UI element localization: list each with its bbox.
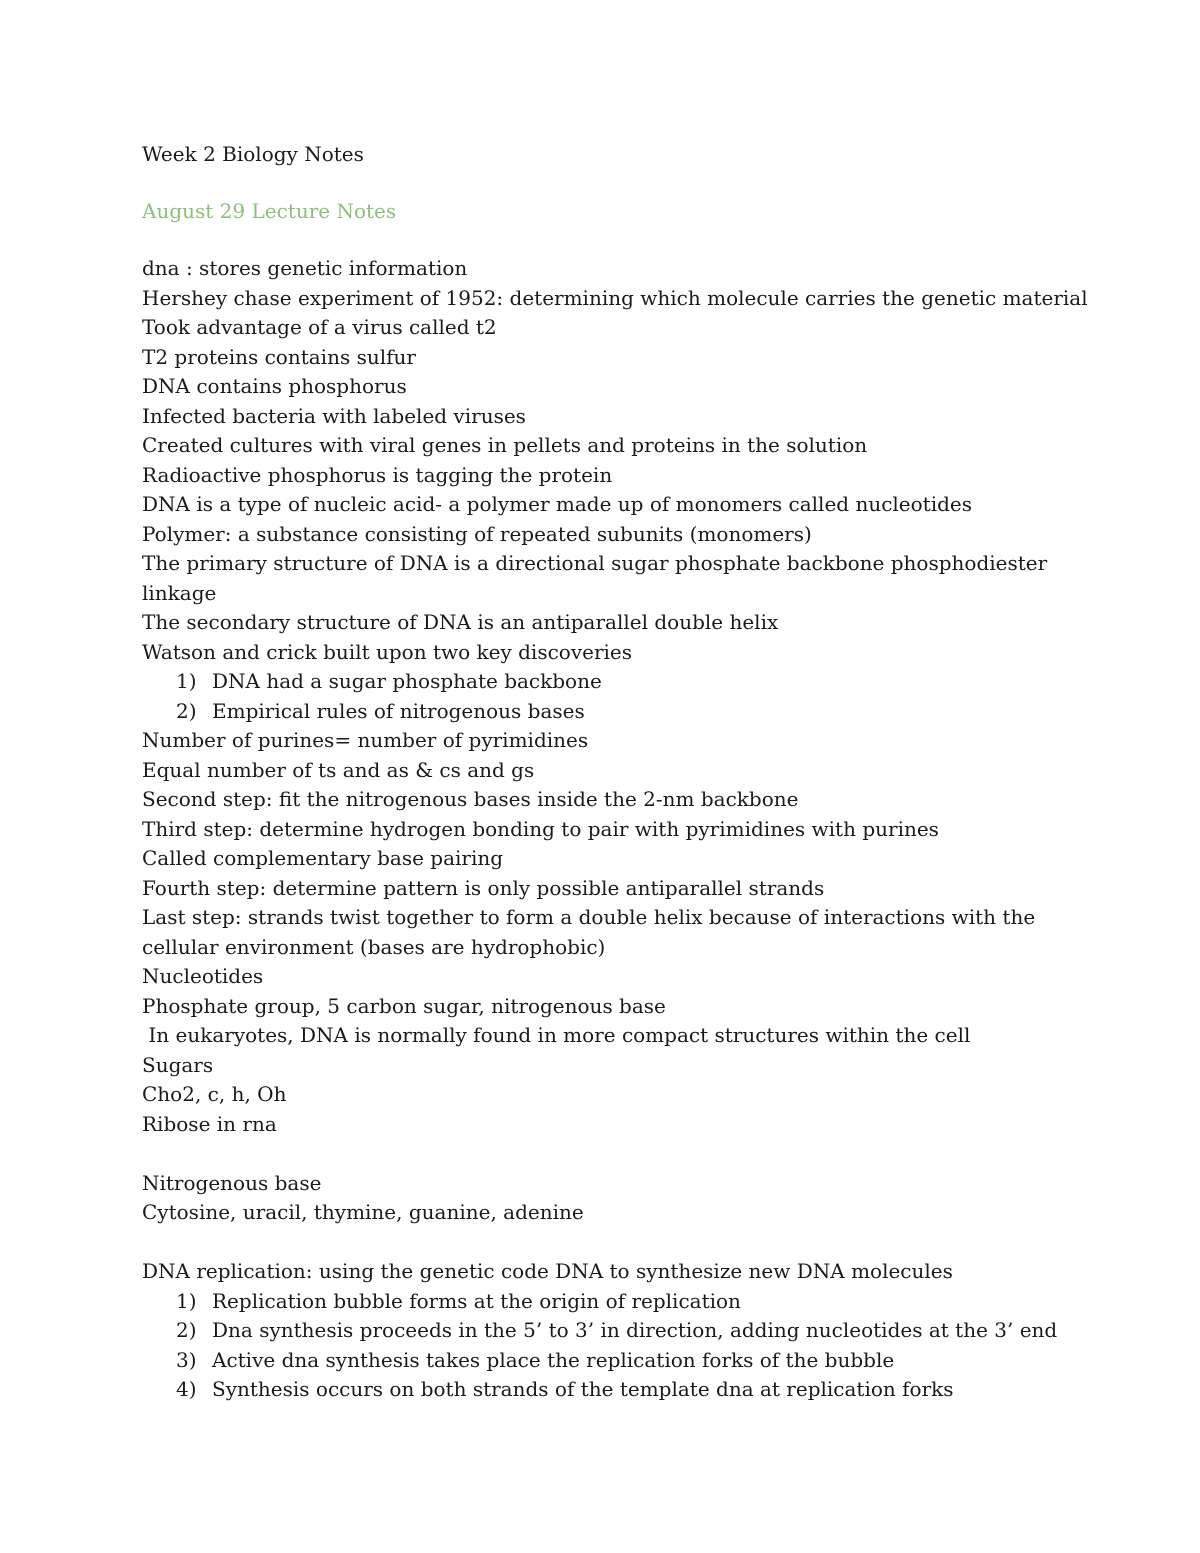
list-item-text: Empirical rules of nitrogenous bases (212, 698, 585, 723)
note-line: Nucleotides (142, 964, 264, 988)
list-number: 2) (176, 698, 197, 723)
note-line: Number of purines= number of pyrimidines (142, 728, 589, 752)
list-number: 4) (176, 1377, 197, 1401)
note-line: DNA contains phosphorus (142, 374, 407, 398)
note-line: DNA is a type of nucleic acid- a polymer made up of monomers called nucleotides (142, 492, 973, 516)
note-line: The primary structure of DNA is a directional sugar phosphate backbone phosphodiester (142, 551, 1048, 575)
note-line: Cho2, c, h, Oh (142, 1082, 287, 1106)
note-line: Equal number of ts and as & cs and gs (142, 757, 535, 782)
document-title: Week 2 Biology Notes (142, 142, 364, 166)
note-line: Nitrogenous base (142, 1170, 322, 1195)
notes-block-4 (142, 1257, 1102, 1287)
note-line: Third step: determine hydrogen bonding to pair with pyrimidines with purines (142, 816, 939, 841)
note-line: Hershey chase experiment of 1952: determining which molecule carries the genetic material (142, 285, 1088, 310)
note-line: Took advantage of a virus called t2 (142, 315, 497, 339)
note-line: Ribose in rna (142, 1111, 277, 1136)
note-line: linkage (142, 580, 217, 605)
list-number: 1) (176, 669, 197, 693)
document-body (142, 139, 1102, 1405)
list-item (142, 667, 1102, 697)
note-line: In eukaryotes, DNA is normally found in more compact structures within the cell (142, 1023, 971, 1047)
numbered-list-2 (142, 1287, 1102, 1405)
notes-block-3 (142, 1169, 1102, 1258)
list-item-text: Dna synthesis proceeds in the 5’ to 3’ in direction, adding nucleotides at the 3’ end (212, 1318, 1058, 1342)
list-number: 2) (176, 1318, 197, 1342)
list-number: 3) (176, 1347, 197, 1372)
list-item (142, 1316, 1102, 1346)
numbered-list-1 (142, 667, 1102, 726)
list-item-text: Active dna synthesis takes place the replication forks of the bubble (212, 1347, 895, 1372)
note-line: Cytosine, uracil, thymine, guanine, adenine (142, 1200, 584, 1224)
note-line: Fourth step: determine pattern is only possible antiparallel strands (142, 875, 825, 900)
list-item-text: Replication bubble forms at the origin of replication (212, 1288, 741, 1313)
list-item (142, 697, 1102, 727)
note-line: dna : stores genetic information (142, 256, 468, 280)
note-line: cellular environment (bases are hydrophobic) (142, 934, 606, 959)
list-item-text: Synthesis occurs on both strands of the template dna at replication forks (212, 1377, 954, 1401)
note-line: Phosphate group, 5 carbon sugar, nitrogenous base (142, 993, 666, 1018)
list-item-text: DNA had a sugar phosphate backbone (212, 669, 602, 693)
note-line: Called complementary base pairing (142, 846, 504, 870)
list-item (142, 1346, 1102, 1376)
note-line: The secondary structure of DNA is an antiparallel double helix (142, 610, 779, 634)
notes-block-1 (142, 254, 1102, 667)
note-line: Infected bacteria with labeled viruses (142, 403, 526, 428)
note-line: Watson and crick built upon two key discoveries (142, 639, 633, 664)
note-line: Polymer: a substance consisting of repeated subunits (monomers) (142, 521, 812, 546)
notes-block-2 (142, 726, 1102, 1169)
note-line: DNA replication: using the genetic code DNA to synthesize new DNA molecules (142, 1259, 953, 1283)
note-line: Last step: strands twist together to form a double helix because of interactions with the (142, 905, 1036, 929)
list-item (142, 1375, 1102, 1405)
list-number: 1) (176, 1288, 197, 1313)
note-line: Sugars (142, 1052, 214, 1077)
section-heading: August 29 Lecture Notes (142, 199, 397, 223)
list-item (142, 1287, 1102, 1317)
blank-line (142, 1228, 1102, 1258)
note-line: Created cultures with viral genes in pellets and proteins in the solution (142, 433, 868, 457)
blank-line (142, 1139, 1102, 1169)
note-line: Radioactive phosphorus is tagging the protein (142, 462, 613, 487)
note-line: T2 proteins contains sulfur (142, 344, 416, 369)
note-line: Second step: fit the nitrogenous bases inside the 2-nm backbone (142, 787, 799, 811)
